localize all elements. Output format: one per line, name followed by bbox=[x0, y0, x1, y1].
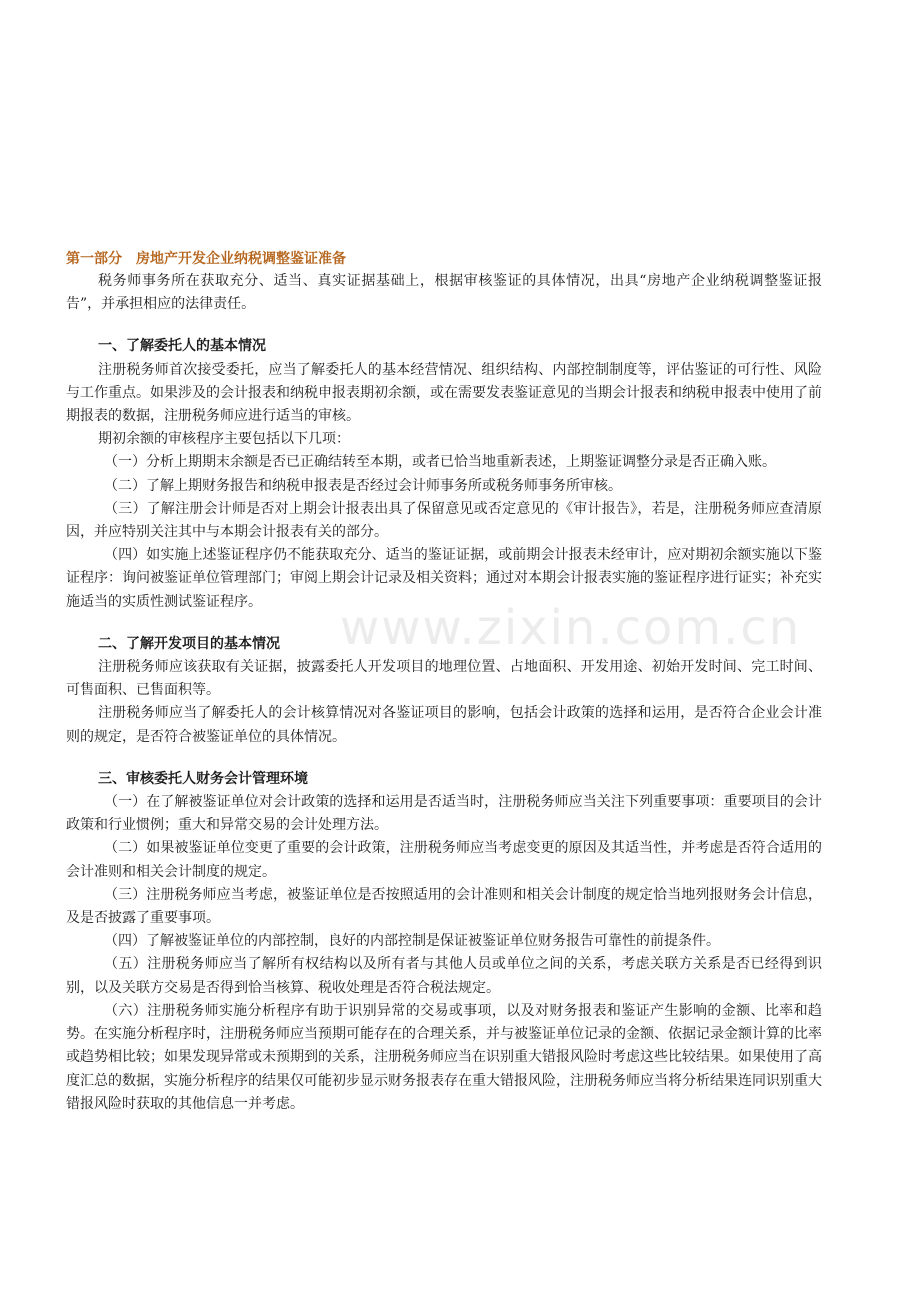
section-heading-2: 二、了解开发项目的基本情况 bbox=[98, 635, 280, 652]
section1-paragraph-2: 期初余额的审核程序主要包括以下几项： bbox=[98, 431, 350, 448]
section2-paragraph-2: 注册税务师应当了解委托人的会计核算情况对各鉴证项目的影响，包括会计政策的选择和运用，是否符合企业会计准则的规定，是否符合被鉴证单位的具体情况。 bbox=[66, 705, 822, 745]
section3-item-2: （二）如果被鉴证单位变更了重要的会计政策，注册税务师应当考虑变更的原因及其适当性，并考虑是否符合适用的会计准则和相关会计制度的规定。 bbox=[66, 840, 822, 880]
part-title: 第一部分 房地产开发企业纳税调整鉴证准备 bbox=[66, 251, 346, 267]
section1-item-3: （三）了解注册会计师是否对上期会计报表出具了保留意见或否定意见的《审计报告》，若是，注册税务师应查清原因，并应特别关注其中与本期会计报表有关的部分。 bbox=[66, 500, 822, 541]
section3-item-5: （五）注册税务师应当了解所有权结构以及所有者与其他人员或单位之间的关系，考虑关联方关系是否已经得到识别，以及关联方交易是否得到恰当核算、税收处理是否符合税法规定。 bbox=[66, 956, 822, 996]
document-body bbox=[66, 249, 822, 1116]
section3-item-6: （六）注册税务师实施分析程序有助于识别异常的交易或事项，以及对财务报表和鉴证产生影响的金额、比率和趋势。在实施分析程序时，注册税务师应当预期可能存在的合理关系，并与被鉴证单位记录的金额、依据记录金额计算的比率或趋势相比较；如果发现异常或未预期到的关系，注册税务师应当在识别重大错报风险时考虑这些比较结果。如果使用了高度汇总的数据，实施分析程序的结果仅可能初步显示财务报表存在重大错报风险，注册税务师应当将分析结果连同识别重大错报风险时获取的其他信息一并考虑。 bbox=[66, 1002, 822, 1112]
section1-item-2: （二）了解上期财务报告和纳税申报表是否经过会计师事务所或税务师事务所审核。 bbox=[104, 477, 622, 494]
watermark: www.zixin.com.cn bbox=[340, 600, 802, 656]
section-heading-3: 三、审核委托人财务会计管理环境 bbox=[98, 770, 308, 787]
section3-item-4: （四）了解被鉴证单位的内部控制，良好的内部控制是保证被鉴证单位财务报告可靠性的前提条件。 bbox=[104, 933, 720, 950]
spacer bbox=[66, 614, 822, 633]
section3-item-1: （一）在了解被鉴证单位对会计政策的选择和运用是否适当时，注册税务师应当关注下列重要事项：重要项目的会计政策和行业惯例；重大和异常交易的会计处理方法。 bbox=[66, 794, 822, 834]
section1-paragraph-1: 注册税务师首次接受委托，应当了解委托人的基本经营情况、组织结构、内部控制制度等，评估鉴证的可行性、风险与工作重点。如果涉及的会计报表和纳税申报表期初余额，或在需要发表鉴证意见的当期会计报表和纳税申报表中使用了前期报表的数据，注册税务师应进行适当的审核。 bbox=[66, 361, 822, 425]
section1-item-1: （一）分析上期期末余额是否已正确结转至本期，或者已恰当地重新表述，上期鉴证调整分录是否正确入账。 bbox=[104, 454, 776, 471]
section2-paragraph-1: 注册税务师应该获取有关证据，披露委托人开发项目的地理位置、占地面积、开发用途、初始开发时间、完工时间、可售面积、已售面积等。 bbox=[66, 659, 822, 699]
part-intro: 税务师事务所在获取充分、适当、真实证据基础上，根据审核鉴证的具体情况，出具“房地产企业纳税调整鉴证报告”，并承担相应的法律责任。 bbox=[66, 273, 822, 313]
spacer bbox=[66, 316, 822, 335]
section-heading-1: 一、了解委托人的基本情况 bbox=[98, 338, 266, 355]
spacer bbox=[66, 749, 822, 768]
section3-item-3: （三）注册税务师应当考虑，被鉴证单位是否按照适用的会计准则和相关会计制度的规定恰当地列报财务会计信息，及是否披露了重要事项。 bbox=[66, 886, 822, 927]
section1-item-4: （四）如实施上述鉴证程序仍不能获取充分、适当的鉴证证据，或前期会计报表未经审计，应对期初余额实施以下鉴证程序：询问被鉴证单位管理部门；审阅上期会计记录及相关资料；通过对本期会计报表实施的鉴证程序进行证实；补充实施适当的实质性测试鉴证程序。 bbox=[66, 547, 822, 610]
